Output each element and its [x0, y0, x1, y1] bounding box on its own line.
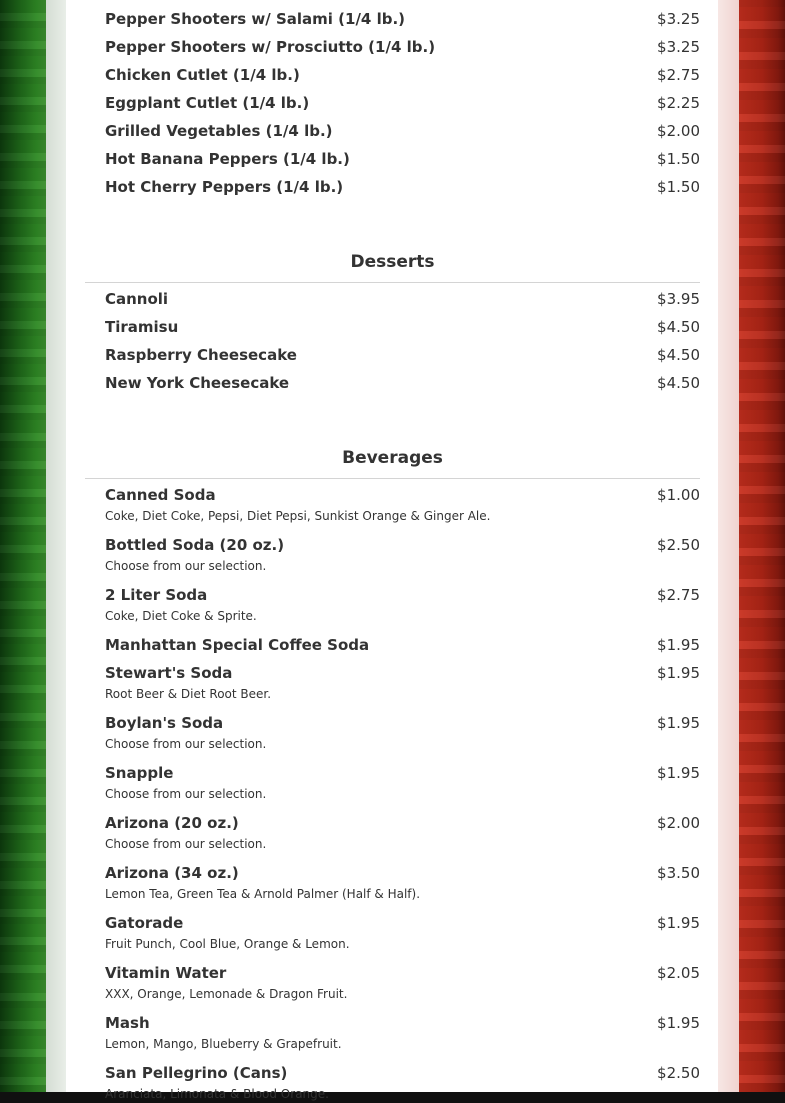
item-name: Mash	[105, 1014, 150, 1032]
item-price: $3.95	[657, 290, 700, 308]
item-name: Canned Soda	[105, 486, 216, 504]
item-price: $2.75	[657, 586, 700, 604]
item-name: Snapple	[105, 764, 174, 782]
green-flag-background	[0, 0, 46, 1092]
item-description: Choose from our selection.	[105, 837, 267, 851]
item-name: Pepper Shooters w/ Salami (1/4 lb.)	[105, 10, 406, 28]
item-price: $4.50	[657, 374, 700, 392]
item-price: $3.25	[657, 38, 700, 56]
section-divider	[85, 478, 700, 479]
item-price: $2.25	[657, 94, 700, 112]
red-flag-background	[739, 0, 785, 1092]
item-name: Bottled Soda (20 oz.)	[105, 536, 285, 554]
item-price: $1.00	[657, 486, 700, 504]
item-description: Fruit Punch, Cool Blue, Orange & Lemon.	[105, 937, 350, 951]
item-name: Eggplant Cutlet (1/4 lb.)	[105, 94, 310, 112]
menu-item[interactable]	[105, 1063, 700, 1101]
item-name: Cannoli	[105, 290, 169, 308]
item-name: Hot Cherry Peppers (1/4 lb.)	[105, 178, 344, 196]
item-price: $3.25	[657, 10, 700, 28]
item-name: New York Cheesecake	[105, 374, 290, 392]
item-name: Chicken Cutlet (1/4 lb.)	[105, 66, 300, 84]
item-price: $2.00	[657, 814, 700, 832]
item-name: Grilled Vegetables (1/4 lb.)	[105, 122, 333, 140]
item-name: Manhattan Special Coffee Soda	[105, 636, 370, 654]
item-price: $1.95	[657, 764, 700, 782]
item-price: $1.95	[657, 636, 700, 654]
item-name: Stewart's Soda	[105, 664, 233, 682]
green-border-stripe	[46, 0, 66, 1092]
item-description: XXX, Orange, Lemonade & Dragon Fruit.	[105, 987, 348, 1001]
item-price: $2.00	[657, 122, 700, 140]
item-name: Raspberry Cheesecake	[105, 346, 297, 364]
item-price: $1.95	[657, 1014, 700, 1032]
item-price: $2.50	[657, 536, 700, 554]
item-description: Coke, Diet Coke, Pepsi, Diet Pepsi, Sunkist Orange & Ginger Ale.	[105, 509, 491, 523]
item-price: $4.50	[657, 318, 700, 336]
item-name: Tiramisu	[105, 318, 179, 336]
item-price: $1.95	[657, 914, 700, 932]
item-description: Coke, Diet Coke & Sprite.	[105, 609, 257, 623]
item-price: $4.50	[657, 346, 700, 364]
item-price: $1.50	[657, 178, 700, 196]
item-name: Arizona (20 oz.)	[105, 814, 239, 832]
item-description: Choose from our selection.	[105, 787, 267, 801]
item-price: $1.95	[657, 714, 700, 732]
item-name: Arizona (34 oz.)	[105, 864, 239, 882]
item-price: $1.50	[657, 150, 700, 168]
item-description: Aranciata, Limonata & Blood Orange.	[105, 1087, 329, 1101]
item-price: $2.75	[657, 66, 700, 84]
section-divider	[85, 282, 700, 283]
item-name: Pepper Shooters w/ Prosciutto (1/4 lb.)	[105, 38, 436, 56]
section-heading-beverages: Beverages	[342, 448, 443, 468]
item-description: Choose from our selection.	[105, 559, 267, 573]
item-description: Choose from our selection.	[105, 737, 267, 751]
item-name: Hot Banana Peppers (1/4 lb.)	[105, 150, 350, 168]
item-price: $2.50	[657, 1064, 700, 1082]
red-border-stripe	[718, 0, 739, 1092]
item-name: Vitamin Water	[105, 964, 227, 982]
item-name: Gatorade	[105, 914, 184, 932]
item-name: Boylan's Soda	[105, 714, 224, 732]
item-price: $2.05	[657, 964, 700, 982]
item-description: Root Beer & Diet Root Beer.	[105, 687, 272, 701]
item-price: $1.95	[657, 664, 700, 682]
item-name: San Pellegrino (Cans)	[105, 1064, 288, 1082]
item-description: Lemon Tea, Green Tea & Arnold Palmer (Half & Half).	[105, 887, 421, 901]
item-price: $3.50	[657, 864, 700, 882]
section-heading-desserts: Desserts	[350, 252, 435, 272]
item-name: 2 Liter Soda	[105, 586, 208, 604]
item-description: Lemon, Mango, Blueberry & Grapefruit.	[105, 1037, 342, 1051]
